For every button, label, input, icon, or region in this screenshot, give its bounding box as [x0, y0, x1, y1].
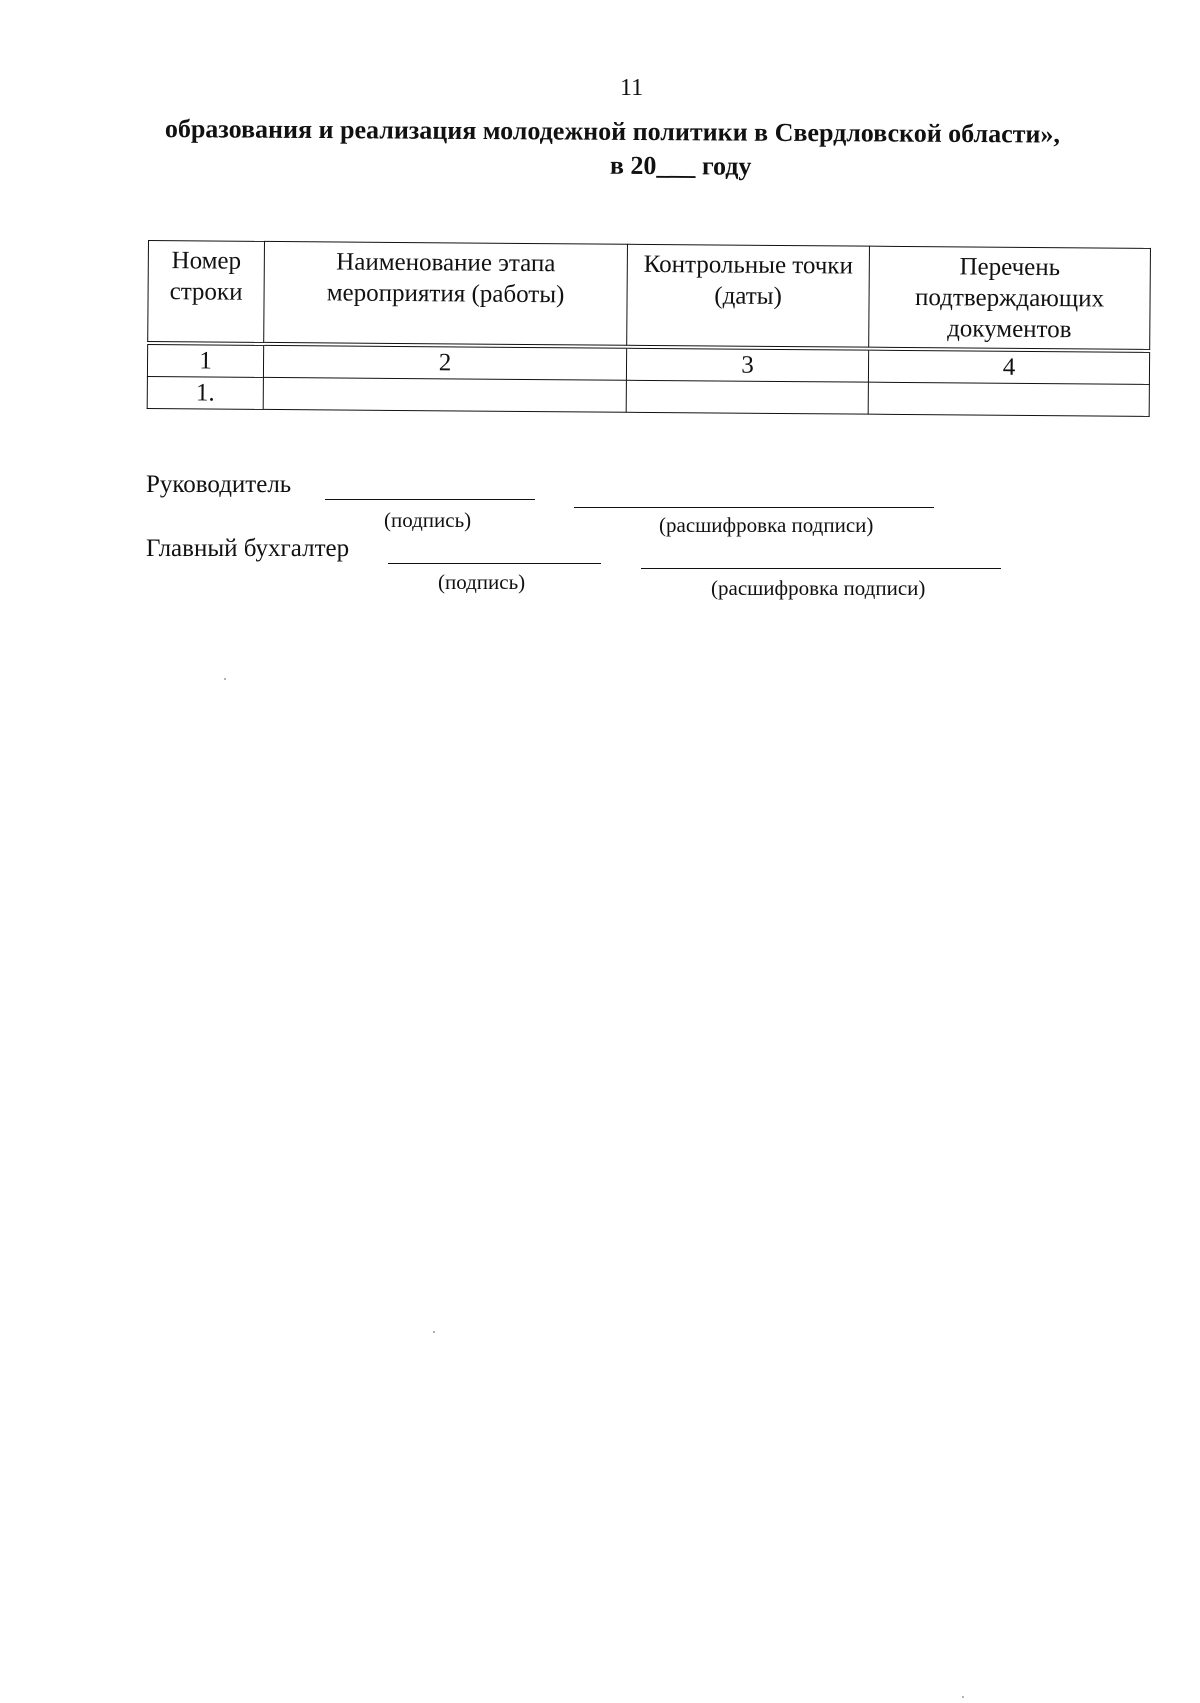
column-number: 3: [626, 348, 868, 382]
header-documents-list: Перечень подтверждающих документов: [869, 246, 1151, 349]
chief-accountant-label: Главный бухгалтер: [146, 535, 350, 562]
table-cell-row-number: 1.: [147, 376, 263, 409]
column-number: 2: [263, 345, 626, 380]
table-cell-control-points: [626, 380, 868, 414]
table-cell-stage-name: [263, 377, 626, 412]
stages-table: [147, 240, 1151, 417]
chief-accountant-signature-caption: (подпись): [438, 570, 526, 594]
table-cell-documents: [868, 382, 1149, 416]
director-signature-line: [325, 499, 535, 500]
stages-table-wrapper: [147, 240, 1150, 417]
header-row-number: Номер строки: [148, 241, 265, 343]
director-decoding-line: [574, 507, 934, 508]
director-signature-caption: (подпись): [384, 508, 472, 532]
scan-speck: [433, 1331, 435, 1333]
director-label: Руководитель: [146, 471, 292, 498]
scan-speck: [224, 678, 226, 680]
chief-accountant-decoding-line: [641, 568, 1001, 569]
column-number: 1: [147, 345, 263, 378]
page-number: 11: [620, 75, 644, 101]
table-row: [147, 376, 1149, 416]
director-decoding-caption: (расшифровка подписи): [659, 513, 874, 537]
heading-line-1: образования и реализация молодежной политики в Свердловской области»,: [164, 114, 1061, 149]
heading-line-2: в 20___ году: [609, 150, 752, 181]
chief-accountant-decoding-caption: (расшифровка подписи): [711, 576, 926, 600]
header-control-points: Контрольные точки (даты): [627, 244, 870, 347]
header-stage-name: Наименование этапа мероприятия (работы): [264, 241, 628, 345]
document-heading: [150, 112, 1150, 186]
table-header-row: [148, 241, 1151, 350]
chief-accountant-signature-line: [388, 563, 601, 564]
scan-speck: [962, 1696, 964, 1698]
column-number: 4: [868, 350, 1149, 384]
